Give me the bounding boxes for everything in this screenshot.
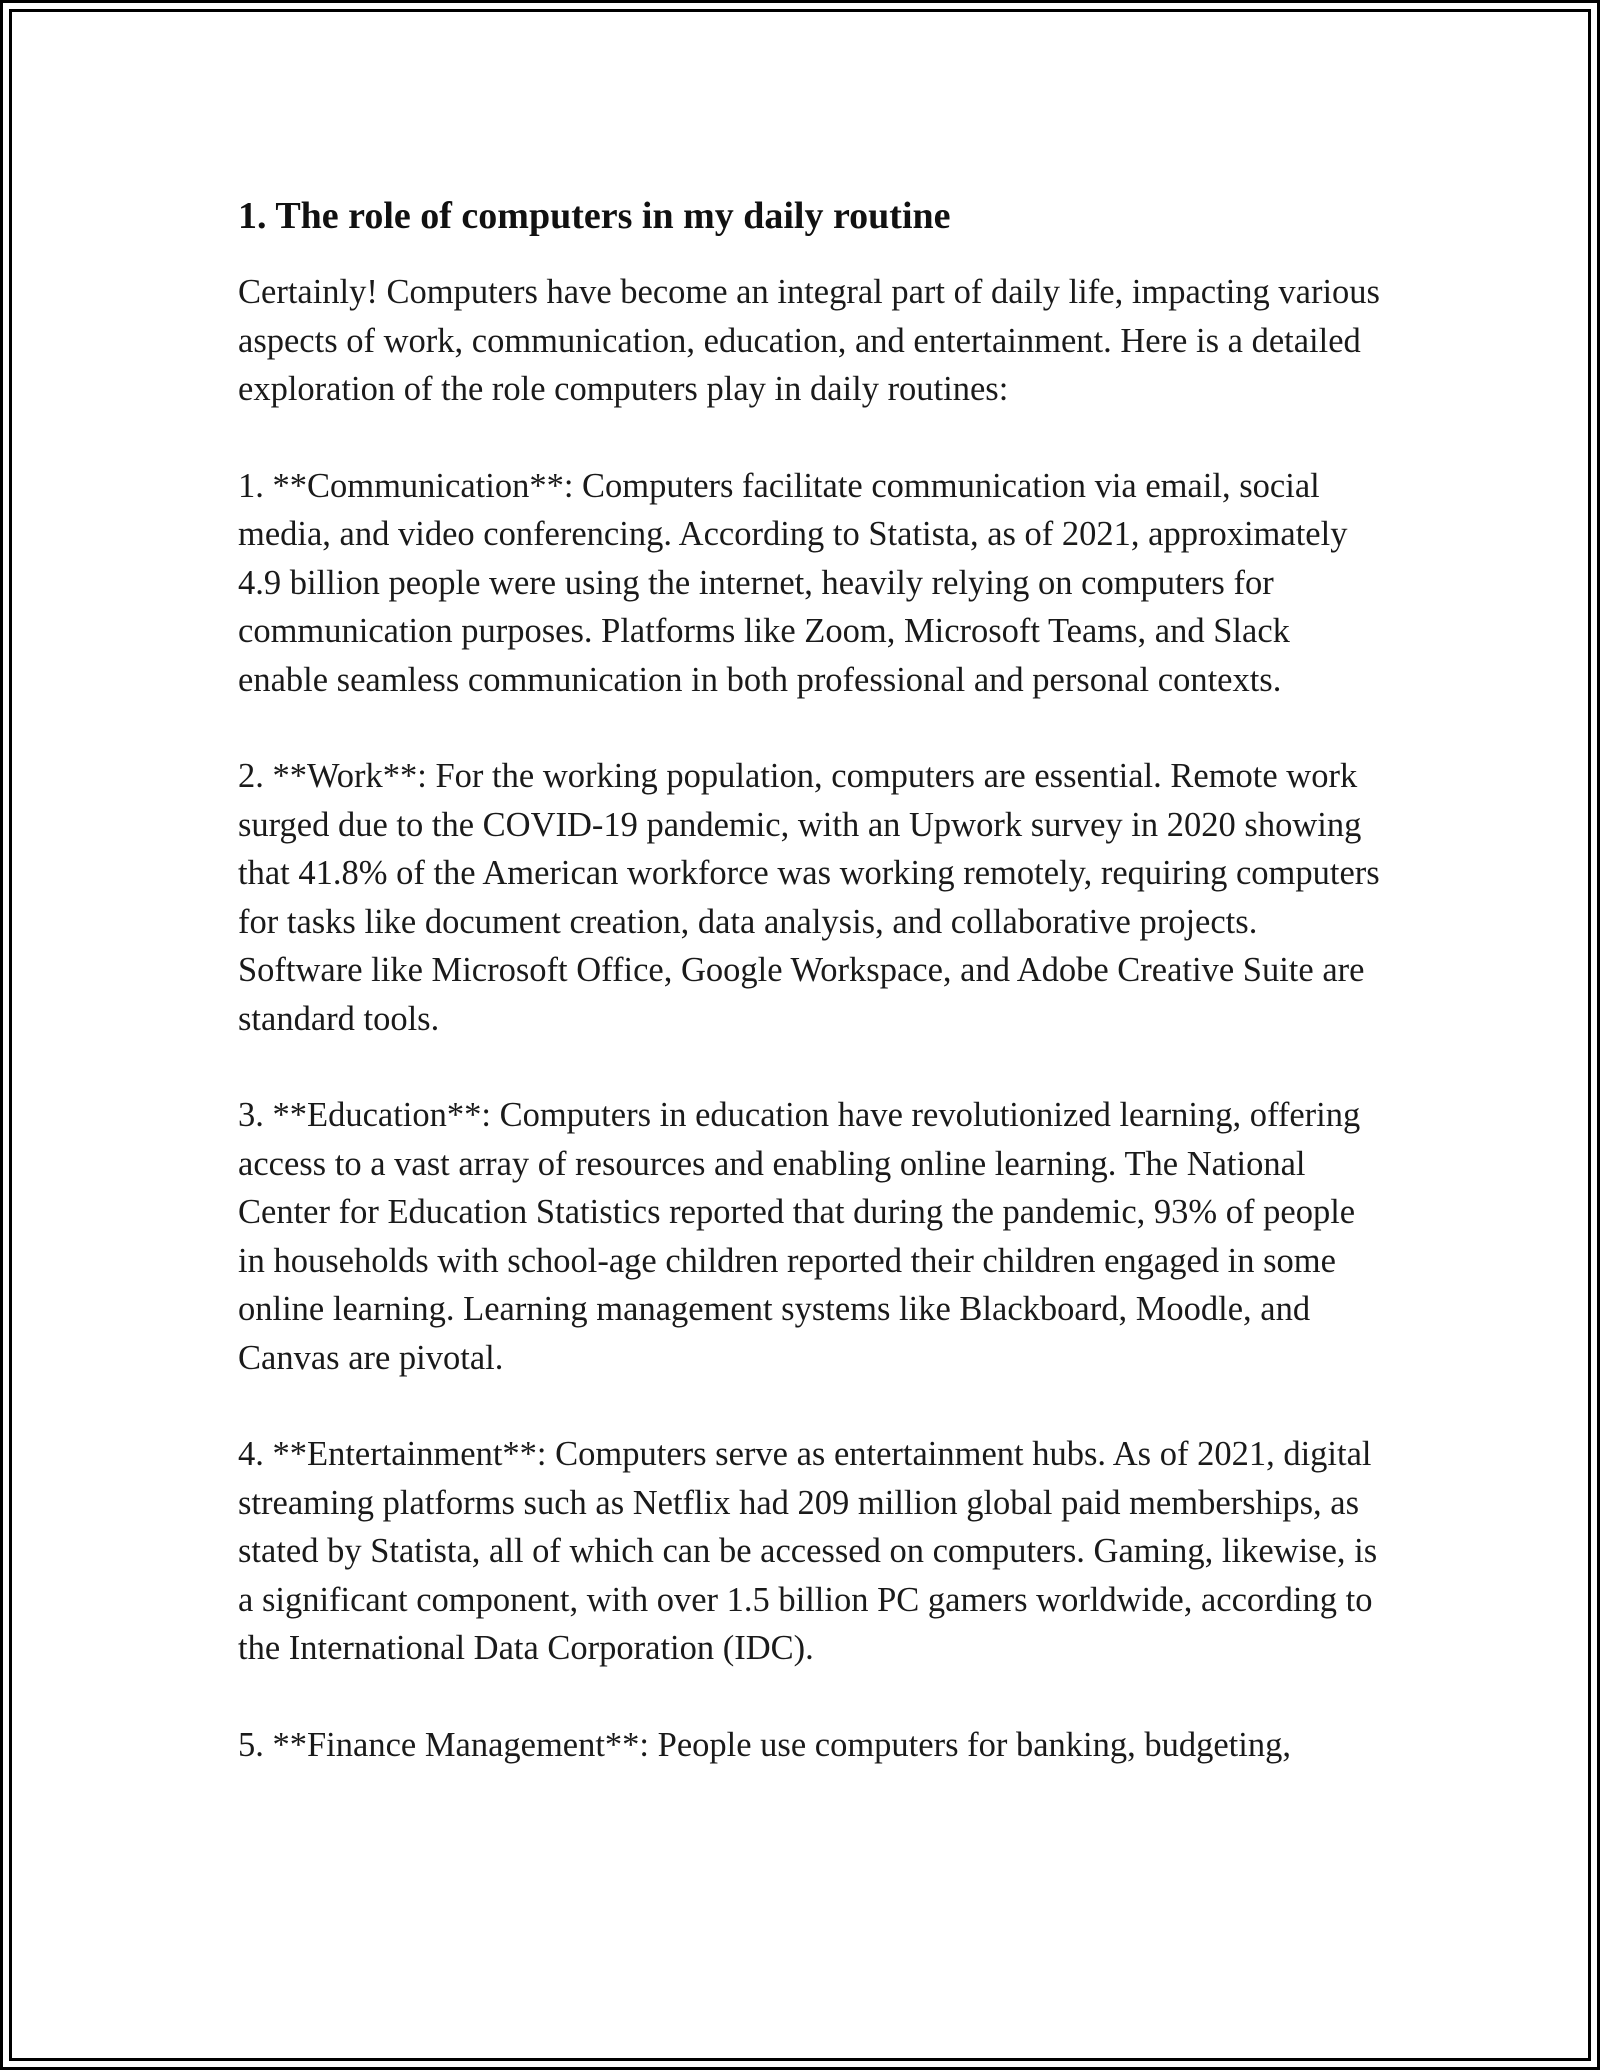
communication-paragraph: 1. **Communication**: Computers facilitate communication via email, social media, and video conferencing. According to Statista, as of 2021, approximately 4.9 billion people were using the internet, heavily relying on computers for communication purposes. Platforms like Zoom, Microsoft Teams, and Slack enable seamless communication in both professional and personal contexts. [238, 466, 1348, 699]
intro-paragraph: Certainly! Computers have become an integral part of daily life, impacting various aspects of work, communication, education, and entertainment. Here is a detailed exploration of the role computers play in daily routines: [238, 273, 1380, 408]
document-body [238, 188, 1388, 1769]
document-title: 1. The role of computers in my daily routine [238, 195, 951, 237]
entertainment-paragraph: 4. **Entertainment**: Computers serve as entertainment hubs. As of 2021, digital streaming platforms such as Netflix had 209 million global paid memberships, as stated by Statista, all of which can be accessed on computers. Gaming, likewise, is a significant component, with over 1.5 billion PC gamers worldwide, according to the International Data Corporation (IDC). [238, 1435, 1378, 1667]
education-paragraph: 3. **Education**: Computers in education have revolutionized learning, offering access to a vast array of resources and enabling online learning. The National Center for Education Statistics reported that during the pandemic, 93% of people in households with school-age children reported their children engaged in some online learning. Learning management systems like Blackboard, Moodle, and Canvas are pivotal. [238, 1096, 1361, 1377]
work-paragraph: 2. **Work**: For the working population, computers are essential. Remote work surged due to the COVID-19 pandemic, with an Upwork survey in 2020 showing that 41.8% of the American workforce was working remotely, requiring computers for tasks like document creation, data analysis, and collaborative projects. Software like Microsoft Office, Google Workspace, and Adobe Creative Suite are standard tools. [238, 757, 1380, 1038]
finance-management-paragraph: 5. **Finance Management**: People use computers for banking, budgeting, [238, 1725, 1291, 1764]
